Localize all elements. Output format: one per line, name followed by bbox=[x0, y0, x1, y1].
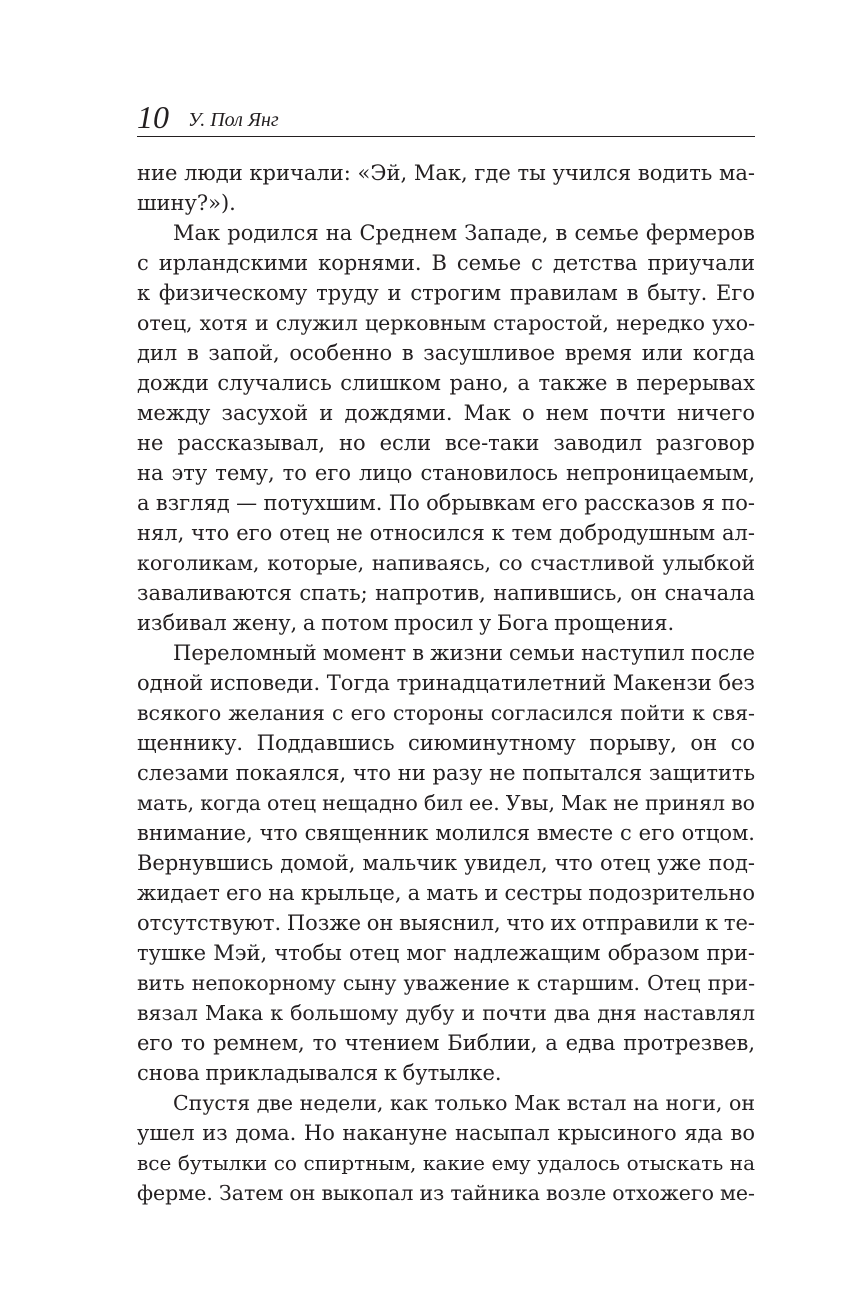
text-line: ние люди кричали: «Эй, Мак, где ты учился водить ма- bbox=[137, 161, 755, 185]
running-title: У. Пол Янг bbox=[188, 109, 279, 131]
text-line: вязал Мака к большому дубу и почти два дня наставлял bbox=[137, 1001, 755, 1025]
text-line: внимание, что священник молился вместе с его отцом. bbox=[137, 821, 755, 845]
text-line: Вернувшись домой, мальчик увидел, что отец уже под- bbox=[137, 851, 755, 875]
text-line: не рассказывал, но если все-таки заводил разговор bbox=[137, 431, 755, 455]
header-rule bbox=[137, 136, 755, 137]
text-line: на эту тему, то его лицо становилось непроницаемым, bbox=[137, 461, 755, 485]
text-line: его то ремнем, то чтением Библии, а едва протрезвев, bbox=[137, 1031, 755, 1055]
page-number: 10 bbox=[137, 99, 169, 135]
text-line: к физическому труду и строгим правилам в быту. Его bbox=[137, 281, 755, 305]
text-line: заваливаются спать; напротив, напившись, он сначала bbox=[137, 581, 755, 605]
running-head bbox=[137, 100, 755, 134]
text-line: отсутствуют. Позже он выяснил, что их отправили к те- bbox=[137, 911, 755, 935]
text-line: коголикам, которые, напиваясь, со счастливой улыбкой bbox=[137, 551, 755, 575]
text-line: одной исповеди. Тогда тринадцатилетний Макензи без bbox=[137, 671, 755, 695]
text-line: мать, когда отец нещадно бил ее. Увы, Мак не принял во bbox=[137, 791, 755, 815]
text-line: вить непокорному сыну уважение к старшим. Отец при- bbox=[137, 971, 755, 995]
text-line: Мак родился на Среднем Западе, в семье фермеров bbox=[173, 221, 755, 245]
text-line: жидает его на крыльце, а мать и сестры подозрительно bbox=[137, 881, 755, 905]
text-line: ушел из дома. Но накануне насыпал крысиного яда во bbox=[137, 1121, 755, 1145]
text-line: нял, что его отец не относился к тем добродушным ал- bbox=[137, 521, 755, 545]
text-line: Переломный момент в жизни семьи наступил после bbox=[173, 641, 755, 665]
text-line: дожди случались слишком рано, а также в перерывах bbox=[137, 371, 755, 395]
text-line: а взгляд — потухшим. По обрывкам его рассказов я по- bbox=[137, 491, 755, 515]
text-line: тушке Мэй, чтобы отец мог надлежащим образом при- bbox=[137, 941, 755, 965]
text-line: отец, хотя и служил церковным старостой, нередко ухо- bbox=[137, 311, 755, 335]
text-line: щеннику. Поддавшись сиюминутному порыву, он со bbox=[137, 731, 755, 755]
text-line: дил в запой, особенно в засушливое время или когда bbox=[137, 341, 755, 365]
body-text bbox=[137, 158, 755, 1208]
text-line: ферме. Затем он выкопал из тайника возле отхожего ме- bbox=[137, 1181, 755, 1205]
text-line: шину?»). bbox=[137, 191, 236, 215]
text-line: всякого желания с его стороны согласился пойти к свя- bbox=[137, 701, 755, 725]
text-line: избивал жену, а потом просил у Бога прощения. bbox=[137, 611, 675, 635]
text-line: с ирландскими корнями. В семье с детства приучали bbox=[137, 251, 755, 275]
text-line: снова прикладывался к бутылке. bbox=[137, 1061, 502, 1085]
text-line: Спустя две недели, как только Мак встал на ноги, он bbox=[173, 1091, 755, 1115]
text-line: между засухой и дождями. Мак о нем почти ничего bbox=[137, 401, 755, 425]
text-line: слезами покаялся, что ни разу не попытался защитить bbox=[137, 761, 755, 785]
text-line: все бутылки со спиртным, какие ему удалось отыскать на bbox=[137, 1151, 755, 1175]
